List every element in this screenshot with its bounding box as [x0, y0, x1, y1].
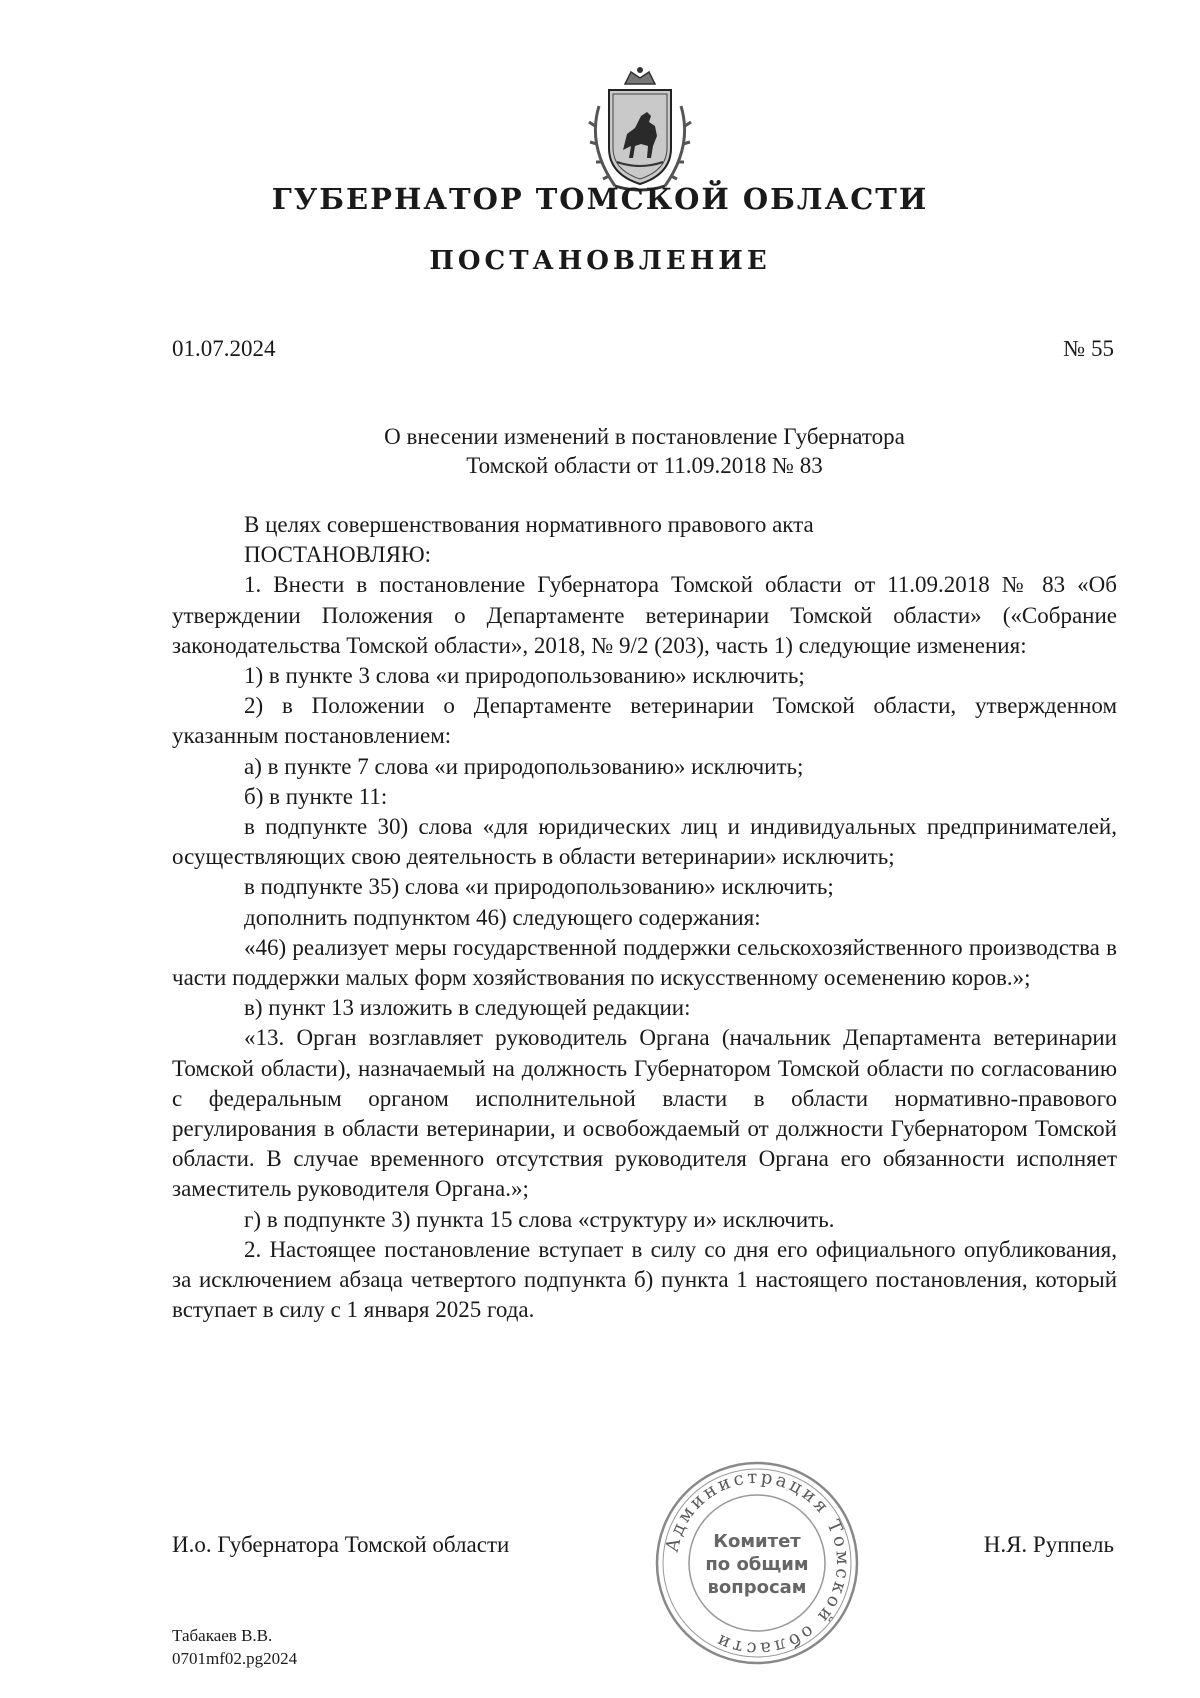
body-paragraph: «46) реализует меры государственной поддержки сельскохозяйственного производства в части поддержки малых форм хозяйствования по искусственному осеменению коров.»;: [172, 934, 1117, 991]
coat-of-arms-icon: [585, 66, 695, 194]
body-paragraph: «13. Орган возглавляет руководитель Органа (начальник Департамента ветеринарии Томской области), назначаемый на должность Губернатором Томской области по согласованию с федеральным органом исполнительной власти в области нормативно-правового регулирования в области ветеринарии, и освобождаемый от должности Губернатором Томской области. В случае временного отсутствия руководителя Органа его обязанности исполняет заместитель руководителя Органа.»;: [172, 1025, 1117, 1202]
signatory-position: И.о. Губернатора Томской области: [172, 1532, 510, 1557]
signatory-name: Н.Я. Руппель: [983, 1532, 1114, 1557]
document-number: № 55: [1063, 336, 1114, 361]
body-paragraph: В целях совершенствования нормативного правового акта: [244, 512, 814, 537]
subject-line: О внесении изменений в постановление Губернатора: [384, 424, 905, 449]
stamp-line: по общим: [705, 1554, 809, 1575]
document-body: [172, 510, 1117, 1325]
authority-title: ГУБЕРНАТОР ТОМСКОЙ ОБЛАСТИ: [271, 182, 929, 216]
stamp-center-text: [692, 1530, 822, 1599]
file-code: 0701mf02.pg2024: [172, 1649, 298, 1668]
stamp-line: вопросам: [707, 1577, 807, 1598]
body-paragraph: в) пункт 13 изложить в следующей редакции:: [244, 995, 691, 1021]
body-paragraph: в подпункте 35) слова «и природопользованию» исключить;: [244, 874, 834, 900]
body-paragraph: б) в пункте 11:: [244, 783, 388, 809]
official-stamp: [652, 1458, 862, 1668]
body-paragraph: 2. Настоящее постановление вступает в силу со дня его официального опубликования, за исключением абзаца четвертого подпункта б) пункта 1 настоящего постановления, который вступает в силу с 1 января 2025 года.: [172, 1236, 1117, 1323]
body-paragraph: 1) в пункте 3 слова «и природопользованию» исключить;: [244, 663, 805, 689]
body-paragraph: г) в подпункте 3) пункта 15 слова «структуру и» исключить.: [244, 1206, 835, 1232]
document-subject: [172, 422, 1117, 480]
executor-footer: [172, 1624, 297, 1670]
stamp-line: Комитет: [713, 1531, 801, 1552]
body-paragraph: в подпункте 30) слова «для юридических лиц и индивидуальных предпринимателей, осуществляющих свою деятельность в области ветеринарии» исключить;: [172, 814, 1117, 870]
body-paragraph: а) в пункте 7 слова «и природопользованию» исключить;: [244, 753, 804, 779]
body-paragraph: 1. Внести в постановление Губернатора Томской области от 11.09.2018 № 83 «Об утверждении Положения о Департаменте ветеринарии Томской области» («Собрание законодательства Томской области», 2018, № 9/2 (203), часть 1) следующие изменения:: [172, 572, 1117, 658]
subject-line: Томской области от 11.09.2018 № 83: [466, 453, 823, 478]
body-paragraph: дополнить подпунктом 46) следующего содержания:: [244, 904, 761, 930]
document-date: 01.07.2024: [172, 336, 276, 361]
body-paragraph: 2) в Положении о Департаменте ветеринарии Томской области, утвержденном указанным постановлением:: [172, 693, 1117, 749]
document-type: ПОСТАНОВЛЕНИЕ: [429, 246, 771, 276]
stamp-ring-text: Администрация Томской области: [661, 1466, 854, 1660]
body-paragraph: ПОСТАНОВЛЯЮ:: [244, 542, 432, 568]
executor-name: Табакаев В.В.: [172, 1626, 273, 1645]
